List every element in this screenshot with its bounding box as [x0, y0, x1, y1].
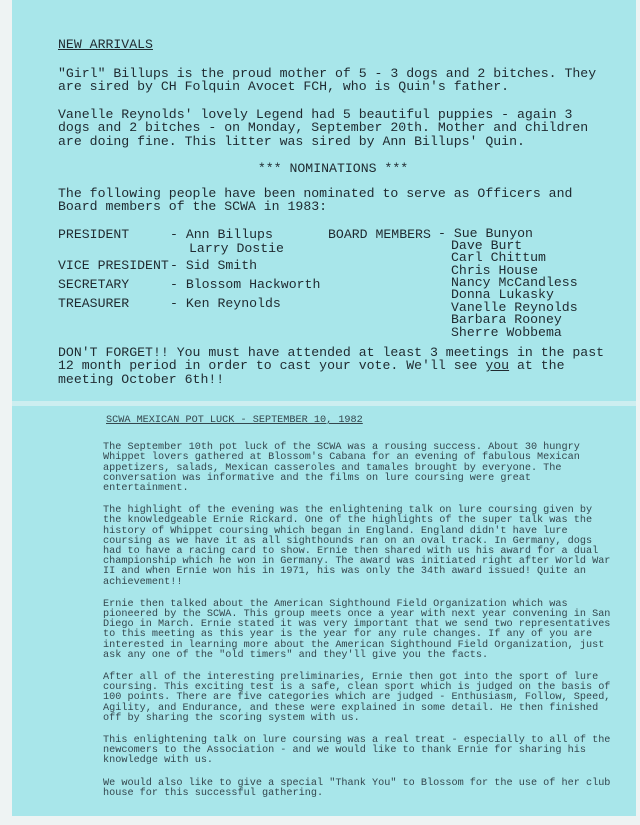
officer-name: Larry Dostie [189, 240, 284, 256]
board-member: Nancy McCandless [451, 275, 578, 291]
board-member: - Sue Bunyon [438, 225, 533, 241]
board-member: Chris House [451, 262, 539, 278]
reminder-you: you [485, 358, 510, 373]
arrival-paragraph-1: "Girl" Billups is the proud mother of 5 - 3 dogs and 2 bitches. They are sired by CH Folquin Avocet FCH, who is Quin's father. [58, 65, 597, 94]
board-member: Vanelle Reynolds [451, 299, 578, 315]
board-member: Donna Lukasky [451, 287, 554, 303]
officer-treasurer [58, 297, 281, 311]
potluck-paragraph: The September 10th pot luck of the SCWA was a rousing success. About 30 hungry Whippet lovers gathered at Blossom's Cabana for an evening of fabulous Mexican appetizers, salads, Mexican casseroles and tamales brought by everyone. The conversation was informative and the films on lure coursing were great entertainment. [103, 442, 580, 495]
potluck-paragraph: This enlightening talk on lure coursing was a real treat - especially to all of the newcomers to the Association - and we would like to thank Ernie for sharing his knowledge with us. [103, 735, 611, 767]
voting-reminder [58, 346, 608, 387]
officer-name: - Ken Reynolds [170, 295, 281, 311]
arrival-paragraph-2: Vanelle Reynolds' lovely Legend had 5 beautiful puppies - again 3 dogs and 2 bitches - on Monday, September 20th. Mother and children are doing fine. This litter was sired by Ann Billups' Quin. [58, 106, 589, 149]
board-members-label: BOARD MEMBERS [328, 226, 431, 242]
officer-name: - Sid Smith [170, 257, 258, 273]
nominations-list [58, 225, 608, 346]
officer-president-second [189, 242, 284, 256]
new-arrivals-heading: NEW ARRIVALS [58, 37, 153, 52]
officer-president [58, 228, 273, 242]
board-member: Dave Burt [451, 237, 523, 253]
officer-role: TREASURER [58, 295, 130, 311]
board-member: Barbara Rooney [451, 312, 562, 328]
nominations-heading: *** NOMINATIONS *** [257, 161, 409, 176]
potluck-paragraph: After all of the interesting preliminaries, Ernie then got into the sport of lure coursing. This exciting test is a safe, clean sport which is judged on the basis of 100 points. There are five categories which are judged - Enthusiasm, Follow, Speed, Agility, and Endurance, and these were explained in some detail. He then finished off by sharing the scoring system with us. [103, 672, 611, 724]
officer-role: PRESIDENT [58, 226, 130, 242]
potluck-paragraph: Ernie then talked about the American Sighthound Field Organization which was pioneered by the SCWA. This group meets once a year with next year convening in San Diego in March. Ernie stated it was very important that we send two representatives to this meeting as this year is the year for any rule changes. If any of you are interested in learning more about the American Sighthound Field Organization, just ask any one of the "old timers" and they'll give you the facts. [103, 598, 611, 661]
reminder-text-b: at the meeting October 6th!! [58, 358, 565, 387]
potluck-article [103, 416, 613, 811]
potluck-paragraph: We would also like to give a special "Thank You" to Blossom for the use of her club house for this successful gathering. [103, 777, 611, 799]
potluck-paragraph: The highlight of the evening was the enlightening talk on lure coursing given by the knowledgeable Ernie Rickard. One of the highlights of the super talk was the history of Whippet coursing which began in England. England didn't have lure coursing as we have it as all sighthounds ran on an oval track. In Germany, dogs had to have a racing card to show. Ernie then shared with us his award for a dual championship which he won in Germany. The award was initiated right after World War II and when Ernie won his in 1971, his was only the 34th award issued! Quite an achievement!! [103, 505, 611, 588]
nominations-intro: The following people have been nominated to serve as Officers and Board members of the SCWA in 1983: [58, 185, 573, 214]
board-member: Carl Chittum [451, 250, 546, 266]
page-fold-divider [12, 401, 636, 406]
reminder-text-a: DON'T FORGET!! You must have attended at least 3 meetings in the past 12 month period in order to cast your vote. We'll see [58, 344, 605, 373]
potluck-title: SCWA MEXICAN POT LUCK - SEPTEMBER 10, 1982 [106, 415, 363, 426]
officer-vice-president [58, 259, 257, 273]
officer-role: VICE PRESIDENT [58, 257, 169, 273]
upper-section [58, 38, 608, 386]
officer-secretary [58, 278, 320, 292]
board-members-list [438, 225, 578, 340]
board-member: Sherre Wobbema [451, 324, 562, 340]
officer-name: - Blossom Hackworth [170, 276, 321, 292]
officer-role: SECRETARY [58, 276, 130, 292]
officer-name: - Ann Billups [170, 226, 273, 242]
